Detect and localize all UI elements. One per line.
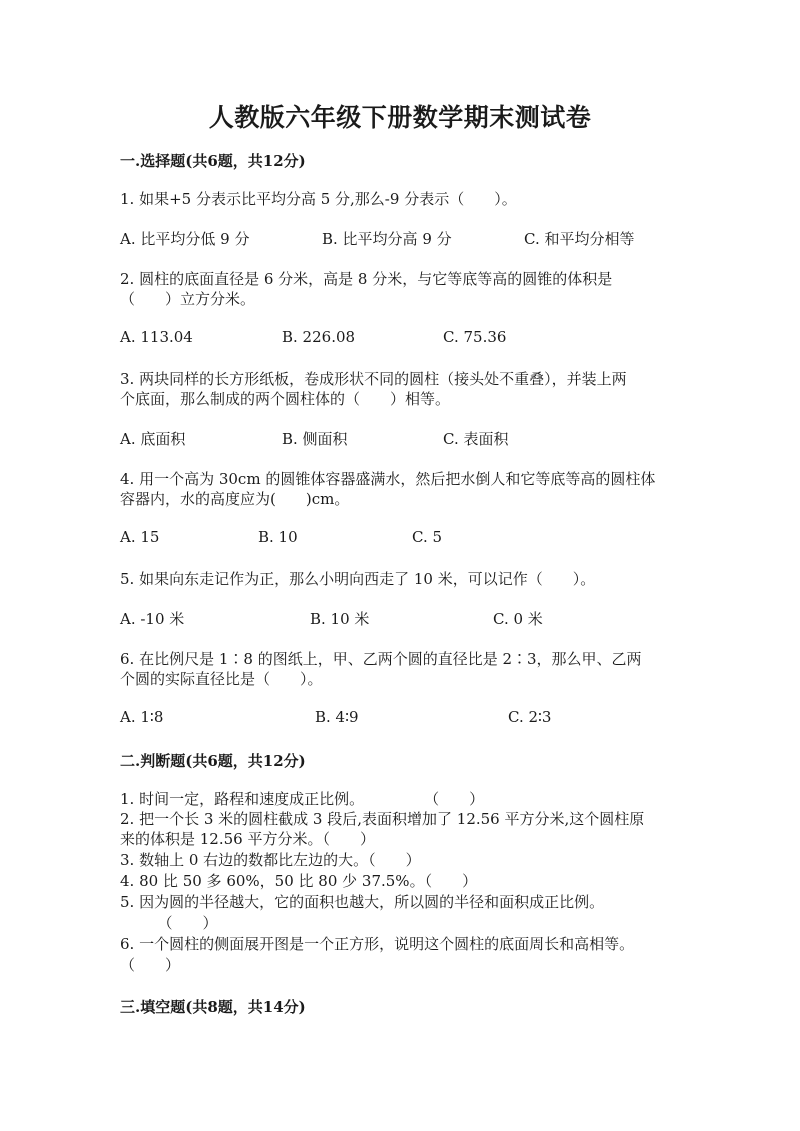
option-a: A. 1∶8	[120, 708, 164, 726]
judgement-line: 1. 时间一定，路程和速度成正比例。 （ ）	[120, 790, 485, 808]
option-c: C. 和平均分相等	[524, 230, 635, 248]
option-b: B. 10 米	[310, 610, 370, 628]
option-b: B. 比平均分高 9 分	[322, 230, 452, 248]
option-c: C. 5	[412, 528, 443, 546]
option-a: A. 15	[120, 528, 160, 546]
question-text: 3. 两块同样的长方形纸板，卷成形状不同的圆柱（接头处不重叠），并装上两	[120, 370, 627, 388]
question-text: 2. 圆柱的底面直径是 6 分米，高是 8 分米，与它等底等高的圆锥的体积是	[120, 270, 613, 288]
option-b: B. 10	[258, 528, 298, 546]
question-text: 容器内，水的高度应为( )cm。	[120, 490, 350, 508]
judgement-line: 4. 80 比 50 多 60%，50 比 80 少 37.5%。（ ）	[120, 872, 478, 890]
option-a: A. 比平均分低 9 分	[120, 230, 250, 248]
page-title: 人教版六年级下册数学期末测试卷	[208, 103, 592, 132]
question-text: 4. 用一个高为 30cm 的圆锥体容器盛满水，然后把水倒人和它等底等高的圆柱体	[120, 470, 656, 488]
judgement-line: 2. 把一个长 3 米的圆柱截成 3 段后,表面积增加了 12.56 平方分米,这个圆柱原	[120, 810, 645, 828]
question-text: 个圆的实际直径比是（ ）。	[120, 670, 323, 688]
question-text: 6. 在比例尺是 1∶8 的图纸上，甲、乙两个圆的直径比是 2∶3，那么甲、乙两	[120, 650, 642, 668]
section-heading-fill-blank: 三.填空题(共8题，共14分)	[120, 998, 306, 1016]
judgement-line: （ ）	[120, 914, 218, 932]
judgement-line: 5. 因为圆的半径越大，它的面积也越大，所以圆的半径和面积成正比例。	[120, 893, 605, 911]
judgement-line: （ ）	[120, 956, 181, 974]
section-heading-choice: 一.选择题(共6题，共12分)	[120, 152, 306, 170]
judgement-line: 来的体积是 12.56 平方分米。（ ）	[120, 830, 375, 848]
option-c: C. 75.36	[443, 328, 507, 346]
option-b: B. 226.08	[282, 328, 356, 346]
option-b: B. 4∶9	[315, 708, 359, 726]
option-b: B. 侧面积	[282, 430, 348, 448]
question-text: （ ）立方分米。	[120, 290, 256, 308]
section-heading-judgement: 二.判断题(共6题，共12分)	[120, 752, 306, 770]
option-a: A. 底面积	[120, 430, 186, 448]
option-c: C. 表面积	[443, 430, 509, 448]
option-a: A. 113.04	[120, 328, 193, 346]
judgement-line: 3. 数轴上 0 右边的数都比左边的大。（ ）	[120, 851, 421, 869]
option-a: A. -10 米	[120, 610, 185, 628]
judgement-line: 6. 一个圆柱的侧面展开图是一个正方形，说明这个圆柱的底面周长和高相等。	[120, 935, 635, 953]
option-c: C. 0 米	[493, 610, 543, 628]
question-text: 1. 如果+5 分表示比平均分高 5 分,那么-9 分表示（ ）。	[120, 190, 517, 208]
question-text: 个底面，那么制成的两个圆柱体的（ ）相等。	[120, 390, 451, 408]
option-c: C. 2∶3	[508, 708, 552, 726]
question-text: 5. 如果向东走记作为正，那么小明向西走了 10 米，可以记作（ ）。	[120, 570, 596, 588]
